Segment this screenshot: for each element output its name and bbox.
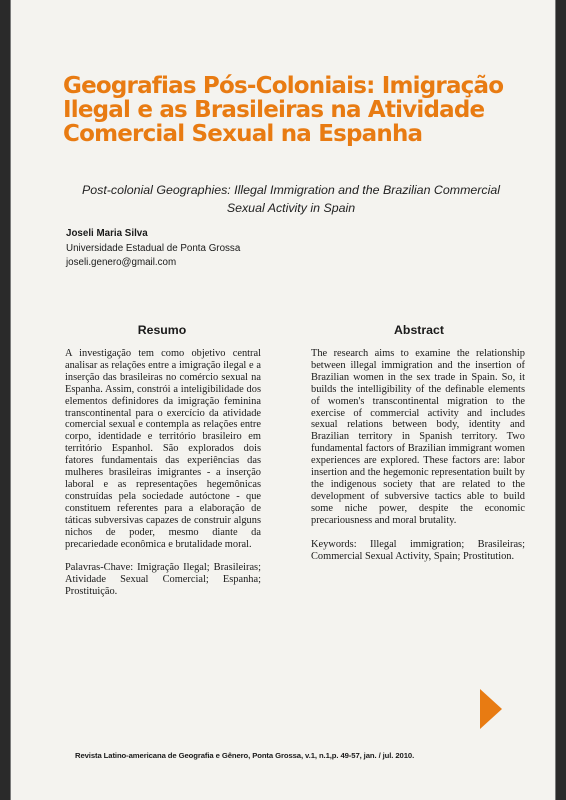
- journal-citation-footer: Revista Latino-americana de Geografia e Gênero, Ponta Grossa, v.1, n.1,p. 49-57, jan. / jul. 2010.: [75, 751, 415, 760]
- abstract-body: The research aims to examine the relationship between illegal immigration and the insertion of Brazilian women in the sex trade in Spain. So, it builds the intelligibility of the definable elements of women's transcontinental migration to the exercise of commercial activity and includes sexual relations between body, identity and Brazilian territory in Spanish territory. Two fundamental factors of Brazilian immigrant women experiences are explored. These factors are: labor insertion and the hegemonic representation built by the indigenous society that are related to the development of subversive tactics able to build some niche power, despite the economic precariousness and moral brutality.: [311, 348, 525, 526]
- resumo-column: [65, 348, 261, 598]
- english-title-line: Post-colonial Geographies: Illegal Immigration and the Brazilian Commercial: [81, 183, 501, 197]
- abstract-heading: Abstract: [394, 323, 444, 337]
- right-border-line: [555, 0, 556, 800]
- abstract-column: [311, 348, 525, 562]
- resumo-body: A investigação tem como objetivo central analisar as relações entre a imigração ilegal e a inserção das brasileiras no comércio sexual na Espanha. Assim, constrói a inteligibilidade dos elementos definidores da imigração feminina transcontinental para o exercício da atividade comercial sexual e contempla as relações entre corpo, identidade e território brasileiro em território Espanhol. São explorados dois fatores fundamentais das experiências das mulheres brasileiras imigrantes - a inserção laboral e as representações hegemônicas construídas pela sociedade autóctone - que constituem referentes para a elaboração de táticas subversivas capazes de construir alguns nichos de poder, mesmo diante da precariedade econômica e brutalidade moral.: [65, 348, 261, 550]
- resumo-heading: Resumo: [137, 323, 187, 337]
- resumo-keywords: Palavras-Chave: Imigração Ilegal; Brasileiras; Atividade Sexual Comercial; Espanha; Prostituição.: [65, 562, 261, 598]
- article-title: [63, 74, 533, 146]
- abstract-keywords: Keywords: Illegal immigration; Brasileiras; Commercial Sexual Activity, Spain; Prostitution.: [311, 538, 525, 562]
- left-border-bar: [0, 0, 10, 800]
- title-line: Ilegal e as Brasileiras na Atividade: [63, 97, 485, 123]
- next-page-arrow-icon[interactable]: [480, 689, 502, 729]
- title-line: Comercial Sexual na Espanha: [63, 121, 423, 147]
- author-affiliation: Universidade Estadual de Ponta Grossa: [66, 242, 241, 254]
- author-email[interactable]: joseli.genero@gmail.com: [66, 257, 177, 268]
- english-title: [68, 181, 514, 217]
- right-border-bar: [556, 0, 566, 800]
- left-border-line: [10, 0, 11, 800]
- english-title-line: Sexual Activity in Spain: [226, 201, 356, 215]
- author-name: Joseli Maria Silva: [66, 228, 148, 239]
- author-block: [66, 227, 240, 271]
- title-line: Geografias Pós-Coloniais: Imigração: [63, 73, 504, 99]
